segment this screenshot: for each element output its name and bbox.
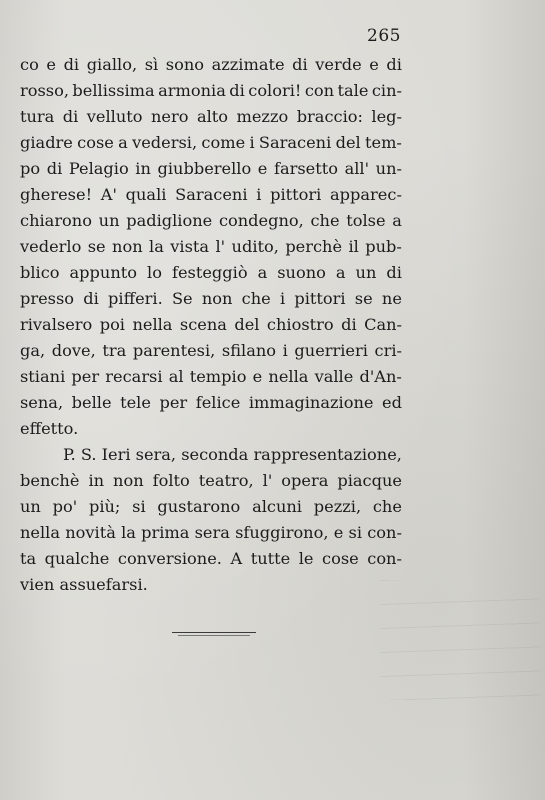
- word: suono: [277, 263, 326, 282]
- word: festeggiò: [171, 263, 248, 282]
- word: appunto: [69, 263, 138, 282]
- text-line: [20, 416, 402, 442]
- word: tem-: [364, 133, 402, 152]
- word: conversione.: [117, 549, 222, 568]
- show-through-text: [380, 580, 540, 700]
- word: rosso,: [20, 81, 69, 100]
- word: parentesi,: [132, 341, 216, 360]
- word: come: [201, 133, 246, 152]
- word: con-: [367, 549, 402, 568]
- word: di: [229, 81, 245, 100]
- text-line: [20, 468, 402, 494]
- word: quali: [125, 185, 167, 204]
- word: qualche: [44, 549, 110, 568]
- word: assuefarsi.: [59, 575, 148, 594]
- word: prima: [141, 523, 190, 542]
- text-line: [20, 390, 402, 416]
- word: immaginazione: [248, 393, 374, 412]
- word: giubberello: [157, 159, 252, 178]
- text-line: [20, 260, 402, 286]
- text-line: [20, 78, 402, 104]
- word: vedersi,: [132, 133, 198, 152]
- word: non: [201, 289, 233, 308]
- word: a: [392, 211, 402, 230]
- word: se: [354, 289, 373, 308]
- word: un: [98, 211, 120, 230]
- word: guerrieri: [294, 341, 368, 360]
- word: e: [369, 55, 379, 74]
- word: che: [372, 497, 402, 516]
- word: in: [135, 159, 151, 178]
- word: più;: [88, 497, 121, 516]
- word: al: [168, 367, 184, 386]
- word: il: [348, 237, 359, 256]
- word: armonia: [158, 81, 226, 100]
- word: co: [20, 55, 39, 74]
- word: pub-: [365, 237, 402, 256]
- word: tura: [20, 107, 55, 126]
- word: tra: [102, 341, 127, 360]
- word: e: [46, 55, 56, 74]
- word: che: [310, 211, 340, 230]
- word: di: [62, 107, 79, 126]
- word: tutte: [250, 549, 291, 568]
- word: sì: [144, 55, 159, 74]
- word: P.: [63, 445, 76, 464]
- word: di: [46, 159, 63, 178]
- word: stiani: [20, 367, 66, 386]
- word: ne: [381, 289, 402, 308]
- word: i: [282, 341, 288, 360]
- word: scena: [179, 315, 227, 334]
- word: S.: [80, 445, 97, 464]
- section-rule: [172, 632, 256, 633]
- word: in: [88, 471, 105, 490]
- word: rappresentazione,: [253, 445, 402, 464]
- word: nella: [132, 315, 173, 334]
- text-line: [20, 130, 402, 156]
- word: lo: [147, 263, 162, 282]
- word: cri-: [374, 341, 402, 360]
- word: apparec-: [330, 185, 402, 204]
- word: alto: [196, 107, 229, 126]
- word: i: [279, 289, 286, 308]
- word: e: [252, 367, 263, 386]
- word: si: [132, 497, 146, 516]
- word: chiostro: [266, 315, 334, 334]
- word: cose: [77, 133, 114, 152]
- word: teatro,: [198, 471, 254, 490]
- word: ta: [20, 549, 37, 568]
- word: di: [63, 55, 80, 74]
- word: velluto: [86, 107, 143, 126]
- word: l': [215, 237, 226, 256]
- word: novità: [65, 523, 116, 542]
- word: cose: [322, 549, 359, 568]
- text-line: [20, 442, 402, 468]
- word: gustarono: [157, 497, 241, 516]
- word: e: [257, 159, 268, 178]
- word: leg-: [371, 107, 402, 126]
- word: condegno,: [218, 211, 304, 230]
- word: pittori: [294, 289, 346, 308]
- word: presso: [20, 289, 75, 308]
- word: rivalsero: [20, 315, 93, 334]
- word: seconda: [181, 445, 249, 464]
- word: del: [234, 315, 260, 334]
- word: e: [333, 523, 344, 542]
- word: del: [335, 133, 361, 152]
- text-line: [20, 234, 402, 260]
- word: l': [262, 471, 273, 490]
- word: vederlo: [20, 237, 82, 256]
- word: se: [87, 237, 106, 256]
- word: un: [20, 497, 41, 516]
- word: di: [292, 55, 308, 74]
- word: tale: [337, 81, 369, 100]
- word: che: [241, 289, 271, 308]
- word: con-: [367, 523, 402, 542]
- word: i: [256, 185, 262, 204]
- word: all': [344, 159, 370, 178]
- word: non: [112, 237, 143, 256]
- word: a: [335, 263, 346, 282]
- word: azzimate: [211, 55, 285, 74]
- word: udito,: [231, 237, 279, 256]
- text-line: [20, 546, 402, 572]
- word: sfilano: [221, 341, 277, 360]
- word: pifferi.: [108, 289, 163, 308]
- word: i: [249, 133, 255, 152]
- word: di: [386, 55, 402, 74]
- word: gherese!: [20, 185, 93, 204]
- word: Ieri: [101, 445, 131, 464]
- text-line: [20, 572, 402, 598]
- word: di: [386, 263, 402, 282]
- word: ga,: [20, 341, 46, 360]
- word: giallo,: [86, 55, 138, 74]
- word: colori!: [248, 81, 302, 100]
- word: dove,: [51, 341, 96, 360]
- word: farsetto: [273, 159, 338, 178]
- word: valle: [314, 367, 354, 386]
- word: non: [113, 471, 144, 490]
- word: chiarono: [20, 211, 92, 230]
- text-line: [20, 312, 402, 338]
- word: Saraceni: [175, 185, 248, 204]
- word: sono: [165, 55, 204, 74]
- word: di: [341, 315, 357, 334]
- text-line: [20, 338, 402, 364]
- word: per: [159, 393, 188, 412]
- word: nella: [268, 367, 309, 386]
- word: con: [304, 81, 335, 100]
- word: belle: [71, 393, 112, 412]
- word: alcuni: [252, 497, 302, 516]
- word: po': [52, 497, 78, 516]
- word: pezzi,: [313, 497, 362, 516]
- word: per: [71, 367, 100, 386]
- word: sera,: [135, 445, 177, 464]
- text-line: [20, 208, 402, 234]
- word: di: [83, 289, 99, 308]
- word: A: [230, 549, 243, 568]
- word: la: [121, 523, 136, 542]
- word: Pelagio: [68, 159, 129, 178]
- word: Can-: [364, 315, 402, 334]
- word: le: [298, 549, 314, 568]
- body-text: [20, 52, 402, 598]
- word: tele: [120, 393, 151, 412]
- word: effetto.: [20, 419, 79, 438]
- word: perchè: [285, 237, 343, 256]
- word: pittori: [270, 185, 322, 204]
- word: cin-: [371, 81, 402, 100]
- word: vista: [170, 237, 210, 256]
- word: sfuggirono,: [235, 523, 329, 542]
- text-line: [20, 104, 402, 130]
- word: d'An-: [359, 367, 402, 386]
- text-line: [20, 520, 402, 546]
- word: bellissima: [72, 81, 155, 100]
- word: mezzo: [236, 107, 289, 126]
- word: a: [257, 263, 268, 282]
- word: benchè: [20, 471, 80, 490]
- word: braccio:: [296, 107, 363, 126]
- word: nella: [20, 523, 61, 542]
- word: vien: [20, 575, 55, 594]
- word: Saraceni: [258, 133, 332, 152]
- word: verde: [315, 55, 362, 74]
- word: po: [20, 159, 41, 178]
- text-line: [20, 286, 402, 312]
- word: ed: [382, 393, 402, 412]
- word: felice: [195, 393, 241, 412]
- word: folto: [152, 471, 190, 490]
- word: blico: [20, 263, 60, 282]
- word: A': [100, 185, 117, 204]
- word: un-: [375, 159, 402, 178]
- word: Se: [171, 289, 193, 308]
- text-line: [20, 52, 402, 78]
- text-line: [20, 182, 402, 208]
- word: tolse: [346, 211, 386, 230]
- word: si: [348, 523, 362, 542]
- text-line: [20, 156, 402, 182]
- word: un: [355, 263, 377, 282]
- word: tempio: [189, 367, 247, 386]
- word: poi: [99, 315, 125, 334]
- word: sera: [194, 523, 230, 542]
- word: giadre: [20, 133, 73, 152]
- text-line: [20, 494, 402, 520]
- word: a: [118, 133, 128, 152]
- word: opera: [281, 471, 329, 490]
- page-number: 265: [367, 26, 401, 46]
- word: piacque: [337, 471, 402, 490]
- word: sena,: [20, 393, 64, 412]
- text-line: [20, 364, 402, 390]
- word: recarsi: [105, 367, 163, 386]
- word: nero: [151, 107, 189, 126]
- word: la: [149, 237, 164, 256]
- word: padiglione: [126, 211, 213, 230]
